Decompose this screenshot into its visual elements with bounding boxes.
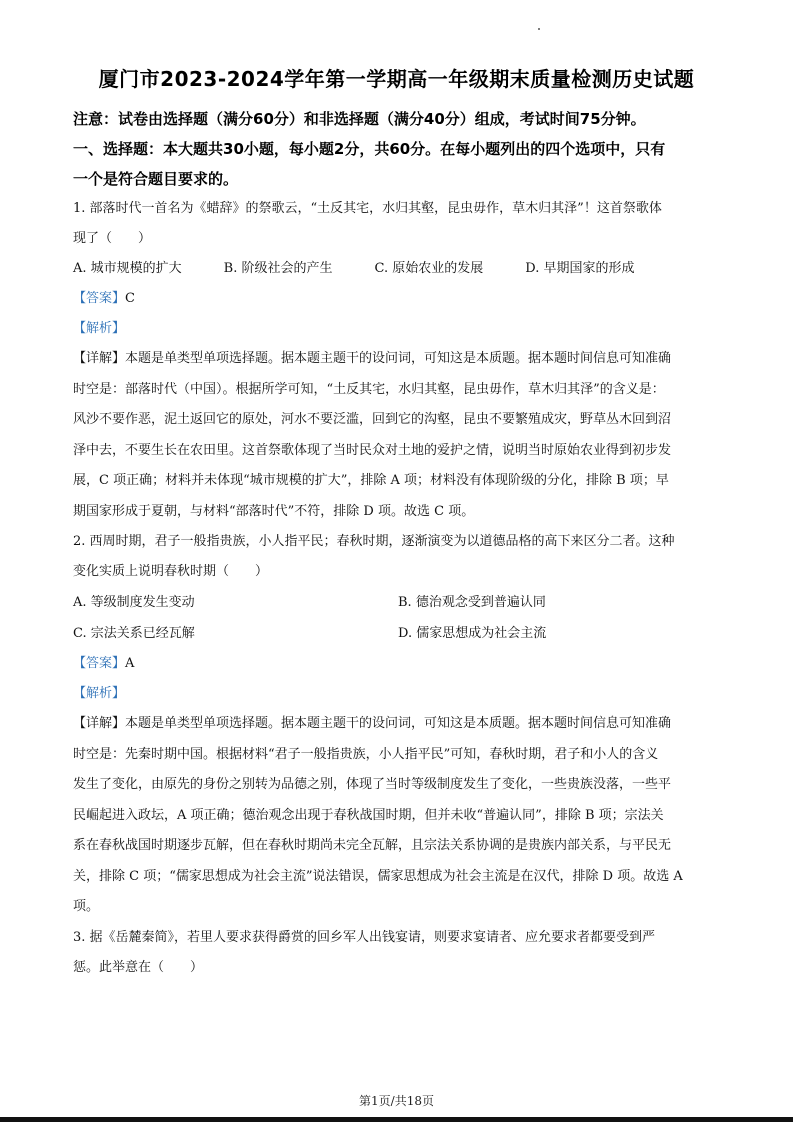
- detail-line: 民崛起进入政坛，A 项正确；德治观念出现于春秋战国时期，但并未收“普遍认同”，排除 B 项；宗法关: [73, 807, 664, 823]
- question-stem-line: 3. 据《岳麓秦简》，若里人要求获得爵赏的回乡军人出钱宴请，则要求宴请者、应允要求者都要受到严: [73, 929, 656, 945]
- question-1: [73, 194, 721, 527]
- question-stem-line: 1. 部落时代一首名为《蜡辞》的祭歌云，“土反其宅，水归其壑，昆虫毋作，草木归其泽”！这首祭歌体: [73, 201, 662, 216]
- analysis-tag: 【解析】: [73, 686, 126, 701]
- detail-paragraph: [73, 344, 721, 527]
- option-a: A. 城市规模的扩大: [73, 261, 182, 276]
- detail-line: 风沙不要作恶，泥土返回它的原处，河水不要泛滥，回到它的沟壑，昆虫不要繁殖成灾，野草丛木回到沼: [73, 412, 672, 427]
- option-b: B. 阶级社会的产生: [223, 261, 333, 276]
- answer-value: C: [125, 291, 135, 306]
- analysis-tag: 【解析】: [73, 321, 126, 336]
- option-grid: [73, 587, 721, 649]
- detail-line: 关，排除 C 项；“儒家思想成为社会主流”说法错误，儒家思想成为社会主流是在汉代，排除 D 项。故选 A: [73, 868, 683, 884]
- page-title: 厦门市2023-2024学年第一学期高一年级期末质量检测历史试题: [98, 67, 695, 91]
- detail-tag: 【详解】: [73, 716, 126, 731]
- document-body: [73, 104, 721, 983]
- detail-line: 时空是：部落时代（中国）。根据所学可知，“土反其宅，水归其壑，昆虫毋作，草木归其泽”的含义是：: [73, 381, 665, 397]
- page-footer: 第1页/共18页: [359, 1094, 434, 1108]
- answer-line: [73, 284, 721, 314]
- question-3: [73, 923, 721, 983]
- option-list: [73, 254, 721, 284]
- detail-line: 本题是单类型单项选择题。据本题主题干的设问词，可知这是本质题。据本题时间信息可知准确: [125, 351, 672, 366]
- detail-line: 本题是单类型单项选择题。据本题主题干的设问词，可知这是本质题。据本题时间信息可知准确: [125, 716, 672, 731]
- scan-dot: [538, 28, 540, 30]
- answer-line: [73, 649, 721, 679]
- question-stem-line: 惩。此举意在（ ）: [73, 959, 204, 975]
- detail-line: 发生了变化，由原先的身份之别转为品德之别，体现了当时等级制度发生了变化，一些贵族没落，一些平: [73, 777, 672, 792]
- detail-line: 期国家形成于夏朝，与材料“部落时代”不符，排除 D 项。故选 C 项。: [73, 503, 475, 519]
- question-stem-line: 2. 西周时期，君子一般指贵族，小人指平民；春秋时期，逐渐演变为以道德品格的高下来区分二者。这种: [73, 534, 675, 549]
- detail-line: 系在春秋战国时期逐步瓦解，但在春秋时期尚未完全瓦解，且宗法关系协调的是贵族内部关系，与平民无: [73, 838, 672, 853]
- question-stem-line: 现了（ ）: [73, 231, 152, 246]
- option-b: B. 德治观念受到普遍认同: [398, 595, 546, 610]
- bottom-divider: [0, 1117, 793, 1122]
- option-c: C. 原始农业的发展: [374, 261, 484, 276]
- section-heading-line1: 一、选择题：本大题共30小题，每小题2分，共60分。在每小题列出的四个选项中，只有: [73, 140, 666, 158]
- option-c: C. 宗法关系已经瓦解: [73, 626, 195, 641]
- section-heading-line2: 一个是符合题目要求的。: [73, 170, 239, 188]
- detail-line: 时空是：先秦时期中国。根据材料“君子一般指贵族，小人指平民”可知，春秋时期，君子和小人的含义: [73, 746, 659, 762]
- detail-tag: 【详解】: [73, 351, 126, 366]
- question-stem-line: 变化实质上说明春秋时期（ ）: [73, 564, 269, 579]
- detail-paragraph: [73, 709, 721, 923]
- answer-value: A: [125, 656, 135, 671]
- option-d: D. 早期国家的形成: [525, 261, 635, 276]
- detail-line: 泽中去，不要生长在农田里。这首祭歌体现了当时民众对土地的爱护之情，说明当时原始农业得到初步发: [73, 442, 672, 458]
- exam-notice: 注意：试卷由选择题（满分60分）和非选择题（满分40分）组成，考试时间75分钟。: [73, 110, 646, 128]
- answer-tag: 【答案】: [73, 291, 126, 306]
- answer-tag: 【答案】: [73, 656, 126, 671]
- option-d: D. 儒家思想成为社会主流: [398, 626, 547, 641]
- detail-line: 展，C 项正确；材料并未体现“城市规模的扩大”，排除 A 项；材料没有体现阶级的分化，排除 B 项；早: [73, 473, 669, 488]
- question-2: [73, 527, 721, 923]
- detail-line: 项。: [73, 899, 100, 914]
- option-a: A. 等级制度发生变动: [73, 595, 195, 610]
